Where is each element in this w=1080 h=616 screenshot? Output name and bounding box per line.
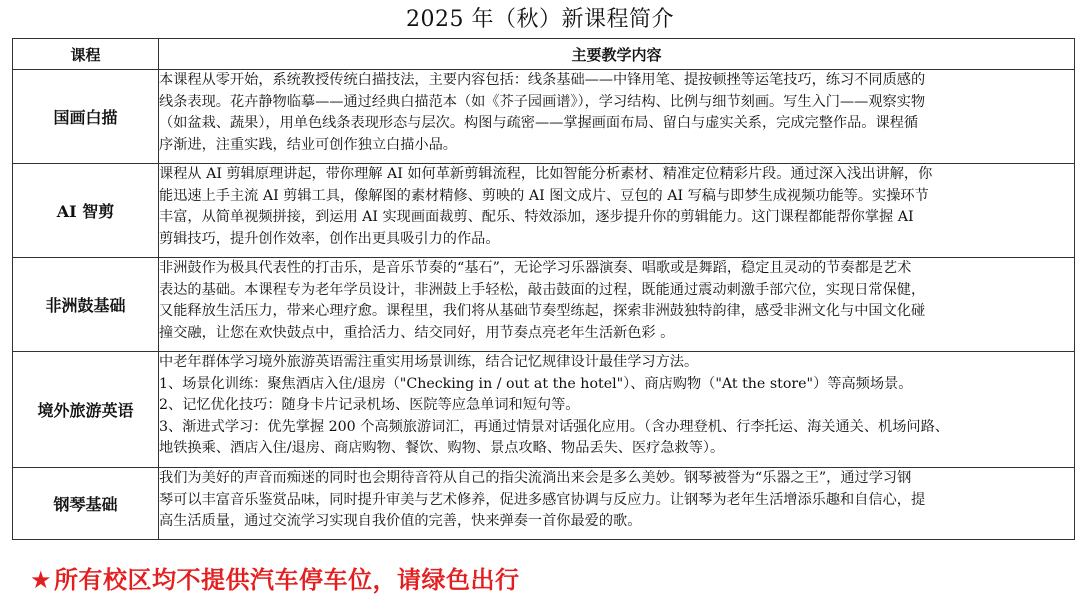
course-description — [159, 70, 1075, 164]
table-row — [13, 468, 1075, 540]
course-name: 非洲鼓基础 — [13, 258, 159, 352]
course-name: AI 智剪 — [13, 164, 159, 258]
description-line: 序渐进，注重实践，结业可创作独立白描小品。 — [159, 136, 457, 153]
description-line: 表达的基础。本课程专为老年学员设计，非洲鼓上手轻松，敲击鼓面的过程，既能通过震动刺激手部穴位，实现日常保健， — [159, 281, 926, 298]
document-title: 2025 年（秋）新课程简介 — [406, 7, 674, 32]
course-description — [159, 164, 1075, 258]
course-name: 境外旅游英语 — [13, 352, 159, 468]
course-description — [159, 352, 1075, 468]
description-line: 地铁换乘、酒店入住/退房、商店购物、餐饮、购物、景点攻略、物品丢失、医疗急救等）。 — [159, 440, 725, 457]
course-name: 国画白描 — [13, 70, 159, 164]
description-line: 能迅速上手主流 AI 剪辑工具，像解图的素材精修、剪映的 AI 图文成片、豆包的 AI 写稿与即梦生成视频功能等。实操环节 — [159, 187, 929, 204]
table-row — [13, 258, 1075, 352]
notice-text: 所有校区均不提供汽车停车位，请绿色出行 — [54, 566, 520, 594]
table-row — [13, 164, 1075, 258]
description-line: 课程从 AI 剪辑原理讲起，带你理解 AI 如何革新剪辑流程，比如智能分析素材、精准定位精彩片段。通过深入浅出讲解，你 — [159, 166, 933, 182]
table-row — [13, 352, 1075, 468]
description-line: 又能释放生活压力，带来心理疗愈。课程里，我们将从基础节奏型练起，探索非洲鼓独特韵律，感受非洲文化与中国文化碰 — [159, 303, 926, 320]
course-description — [159, 468, 1075, 540]
description-line: 3、渐进式学习：优先掌握 200 个高频旅游词汇，再通过情景对话强化应用。（含办理登机、行李托运、海关通关、机场问路、 — [159, 418, 949, 435]
description-line: 本课程从零开始，系统教授传统白描技法，主要内容包括：线条基础——中锋用笔、提按顿挫等运笔技巧，练习不同质感的 — [159, 72, 926, 88]
parking-notice — [30, 560, 520, 600]
description-line: 中老年群体学习境外旅游英语需注重实用场景训练，结合记忆规律设计最佳学习方法。 — [159, 354, 699, 370]
course-table — [12, 38, 1075, 540]
description-line: 琴可以丰富音乐鉴赏品味，同时提升审美与艺术修养，促进多感官协调与反应力。让钢琴为老年生活增添乐趣和自信心，提 — [159, 491, 926, 508]
description-line: 我们为美好的声音而痴迷的同时也会期待音符从自己的指尖流淌出来会是多么美妙。钢琴被誉为“乐器之王”，通过学习钢 — [159, 470, 912, 486]
description-line: 丰富，从简单视频拼接，到运用 AI 实现画面裁剪、配乐、特效添加，逐步提升你的剪辑能力。这门课程都能帮你掌握 AI — [159, 209, 914, 226]
description-line: 线条表现。花卉静物临摹——通过经典白描范本（如《芥子园画谱》），学习结构、比例与细节刻画。写生入门——观察实物 — [159, 93, 926, 110]
course-description — [159, 258, 1075, 352]
description-line: （如盆栽、蔬果），用单色线条表现形态与层次。构图与疏密——掌握画面布局、留白与虚实关系，完成完整作品。课程循 — [159, 115, 919, 132]
description-line: 非洲鼓作为极具代表性的打击乐，是音乐节奏的“基石”，无论学习乐器演奏、唱歌或是舞蹈，稳定且灵动的节奏都是艺术 — [159, 260, 912, 276]
star-icon: ★ — [30, 566, 53, 594]
table-header-row — [13, 39, 1075, 70]
description-line: 高生活质量，通过交流学习实现自我价值的完善，快来弹奏一首你最爱的歌。 — [159, 513, 642, 530]
description-line: 2、记忆优化技巧：随身卡片记录机场、医院等应急单词和短句等。 — [159, 397, 580, 414]
header-course: 课程 — [13, 39, 159, 70]
course-name: 钢琴基础 — [13, 468, 159, 540]
table-row — [13, 70, 1075, 164]
header-content: 主要教学内容 — [159, 39, 1075, 70]
description-line: 剪辑技巧，提升创作效率，创作出更具吸引力的作品。 — [159, 230, 500, 247]
description-line: 1、场景化训练：聚焦酒店入住/退房（"Checking in / out at the hotel"）、商店购物（"At the store"）等高频场景。 — [159, 375, 913, 392]
description-line: 撞交融，让您在欢快鼓点中，重拾活力、结交同好，用节奏点亮老年生活新色彩 。 — [159, 324, 675, 341]
